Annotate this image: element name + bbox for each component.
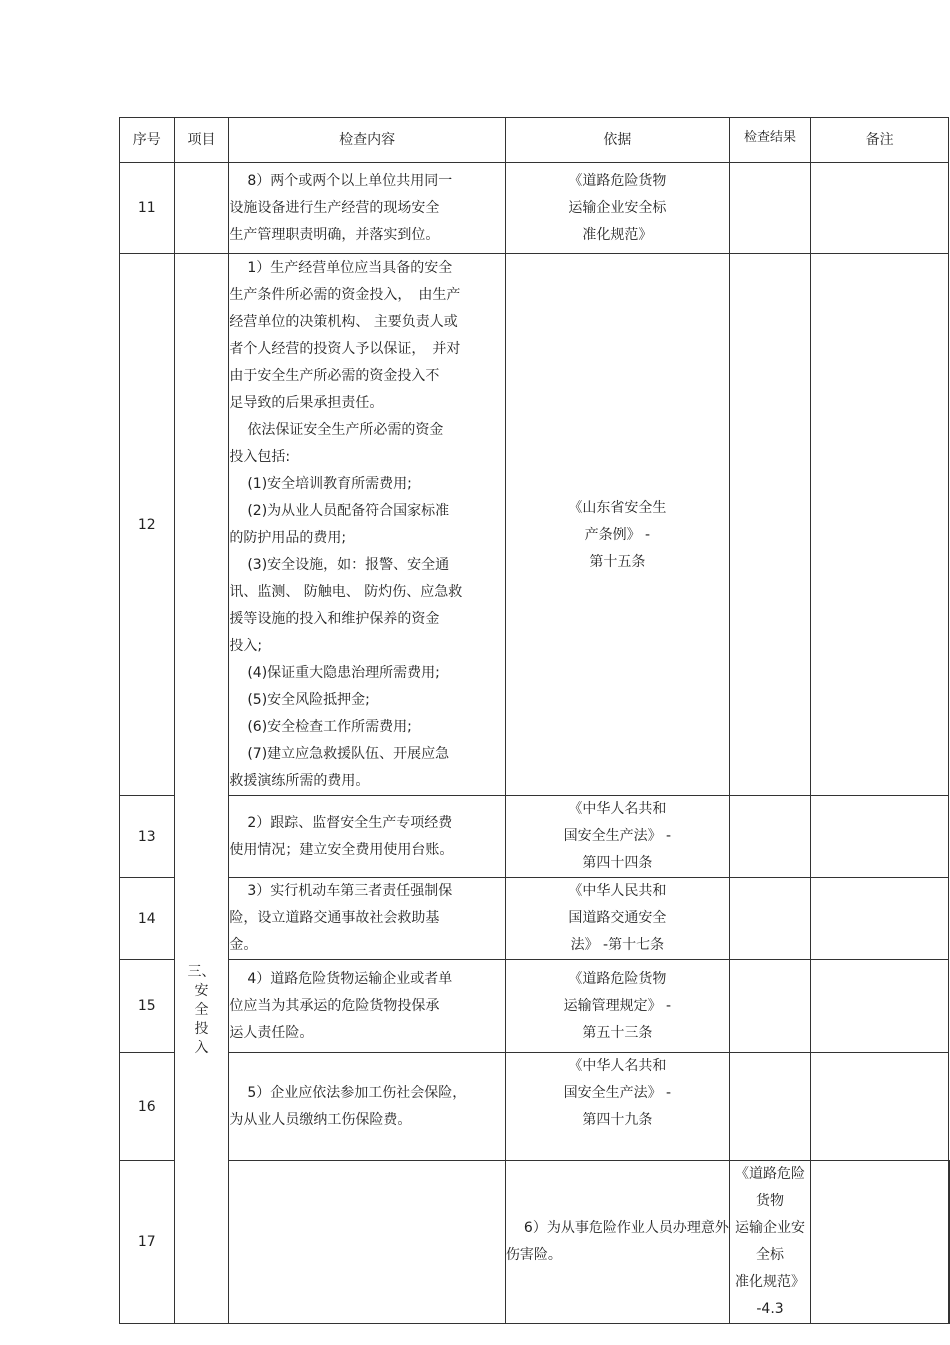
content-line: 1）生产经营单位应当具备的安全: [247, 259, 453, 276]
content-line: 为从业人员缴纳工伤保险费。: [229, 1111, 412, 1128]
content-line: 6）为从事危险作业人员办理意外: [523, 1220, 729, 1236]
content-line: 由于安全生产所必需的资金投入不: [229, 367, 440, 384]
row-result: [729, 254, 810, 796]
row-content: [505, 1161, 729, 1324]
basis-line: 《道路危险货物: [735, 1166, 806, 1209]
basis-line: 运输管理规定》 -: [563, 997, 672, 1014]
basis-line: 第十五条: [589, 554, 646, 570]
row-remark: [811, 163, 949, 254]
content-line: 8）两个或两个以上单位共用同一: [247, 172, 453, 189]
content-line: 金。: [229, 937, 258, 953]
table-row: [120, 163, 950, 254]
basis-line: 《山东省安全生: [568, 500, 667, 516]
basis-line: 《中华人民共和: [568, 883, 667, 899]
row-basis: [505, 796, 729, 878]
row-remark: [811, 254, 949, 796]
row-content: [229, 796, 506, 878]
content-line: 生产条件所必需的资金投入， 由生产: [229, 286, 461, 303]
content-line: (5)安全风险抵押金;: [247, 691, 370, 708]
content-line: (4)保证重大隐患治理所需费用;: [247, 664, 440, 681]
row-content: [229, 163, 506, 254]
content-line: 生产管理职责明确，并落实到位。: [229, 226, 440, 243]
table-row: [120, 960, 950, 1053]
header-result: 检查结果: [729, 118, 810, 163]
basis-line: 准化规范》 -4.3: [735, 1274, 806, 1317]
header-project: 项目: [174, 118, 229, 163]
row-seq: 17: [120, 1161, 175, 1324]
content-line: 位应当为其承运的危险货物投保承: [229, 997, 440, 1014]
basis-line: 《中华人名共和: [568, 1058, 667, 1074]
content-line: 的防护用品的费用;: [229, 529, 347, 546]
basis-line: 《道路危险货物: [568, 172, 667, 189]
table-row: [120, 1053, 950, 1161]
project-cell-empty: [174, 163, 229, 254]
row-basis: [505, 163, 729, 254]
content-line: 3）实行机动车第三者责任强制保: [247, 883, 453, 899]
row-basis: [505, 1053, 729, 1161]
row-result: [729, 796, 810, 878]
content-line: (6)安全检查工作所需费用;: [247, 718, 412, 735]
content-line: 险，设立道路交通事故社会救助基: [229, 910, 440, 926]
row-remark: [811, 960, 949, 1053]
table-row: [120, 254, 950, 796]
row-result: [729, 163, 810, 254]
basis-line: 第五十三条: [582, 1024, 653, 1041]
content-line: 5）企业应依法参加工伤社会保险，: [247, 1084, 467, 1101]
row-content: [229, 960, 506, 1053]
row-remark: [811, 878, 949, 960]
content-line: (2)为从业人员配备符合国家标准: [247, 502, 450, 519]
table-row: [120, 1161, 950, 1324]
content-line: 足导致的后果承担责任。: [229, 394, 384, 411]
row-seq: 14: [120, 878, 175, 960]
basis-line: 第四十九条: [582, 1112, 653, 1128]
project-group-cell: [174, 254, 229, 1324]
basis-line: 《中华人名共和: [568, 801, 667, 817]
row-remark: [811, 796, 949, 878]
row-seq: 13: [120, 796, 175, 878]
row-result: [729, 1053, 810, 1161]
basis-line: 国安全生产法》 -: [563, 828, 672, 844]
row-content: [229, 878, 506, 960]
basis-line: 准化规范》: [582, 226, 653, 243]
content-line: (7)建立应急救援队伍、开展应急: [247, 745, 450, 762]
content-line: 救援演练所需的费用。: [229, 772, 370, 789]
project-group-name: 安全投入: [194, 983, 209, 1056]
header-row: [120, 118, 950, 163]
basis-line: 运输企业安全标: [735, 1220, 806, 1263]
row-seq: 16: [120, 1053, 175, 1161]
content-line: (1)安全培训教育所需费用;: [247, 475, 412, 492]
basis-line: 运输企业安全标: [568, 199, 667, 216]
header-content: 检查内容: [229, 118, 506, 163]
content-line: 使用情况；建立安全费用使用台账。: [229, 841, 454, 858]
row-result: [729, 878, 810, 960]
row-basis: [729, 1161, 810, 1324]
header-remark: 备注: [811, 118, 949, 163]
table-row: [120, 796, 950, 878]
row-basis: [505, 960, 729, 1053]
row-content: [229, 254, 506, 796]
content-line: 投入包括:: [229, 448, 291, 465]
row-content: [229, 1053, 506, 1161]
table-row: [120, 878, 950, 960]
basis-line: 国道路交通安全: [568, 910, 667, 926]
row-seq: 12: [120, 254, 175, 796]
project-cell-empty: [229, 1161, 506, 1324]
basis-line: 国安全生产法》 -: [563, 1085, 672, 1101]
content-line: 投入;: [229, 637, 263, 654]
row-result: [811, 1161, 949, 1324]
content-line: 2）跟踪、监督安全生产专项经费: [247, 814, 453, 831]
row-remark: [949, 1161, 950, 1324]
row-basis: [505, 254, 729, 796]
basis-line: 第四十四条: [582, 855, 653, 871]
content-line: 援等设施的投入和维护保养的资金: [229, 610, 440, 627]
row-remark: [811, 1053, 949, 1161]
content-line: 依法保证安全生产所必需的资金: [247, 421, 444, 438]
row-basis: [505, 878, 729, 960]
content-line: 者个人经营的投资人予以保证， 并对: [229, 340, 461, 357]
basis-line: 《道路危险货物: [568, 970, 667, 987]
content-line: 运人责任险。: [229, 1024, 314, 1041]
inspection-table: [119, 117, 950, 1324]
content-line: 讯、监测、 防触电、 防灼伤、应急救: [229, 583, 463, 600]
row-seq: 11: [120, 163, 175, 254]
content-line: (3)安全设施，如：报警、安全通: [247, 556, 450, 573]
project-group-label: 三、: [187, 964, 216, 980]
content-line: 设施设备进行生产经营的现场安全: [229, 199, 440, 216]
row-result: [729, 960, 810, 1053]
header-seq: 序号: [120, 118, 175, 163]
header-basis: 依据: [505, 118, 729, 163]
content-line: 伤害险。: [505, 1247, 562, 1263]
basis-line: 产条例》 -: [584, 527, 651, 543]
row-seq: 15: [120, 960, 175, 1053]
content-line: 经营单位的决策机构、 主要负责人或: [229, 313, 458, 330]
basis-line: 法》 -第十七条: [570, 937, 665, 953]
content-line: 4）道路危险货物运输企业或者单: [247, 970, 453, 987]
